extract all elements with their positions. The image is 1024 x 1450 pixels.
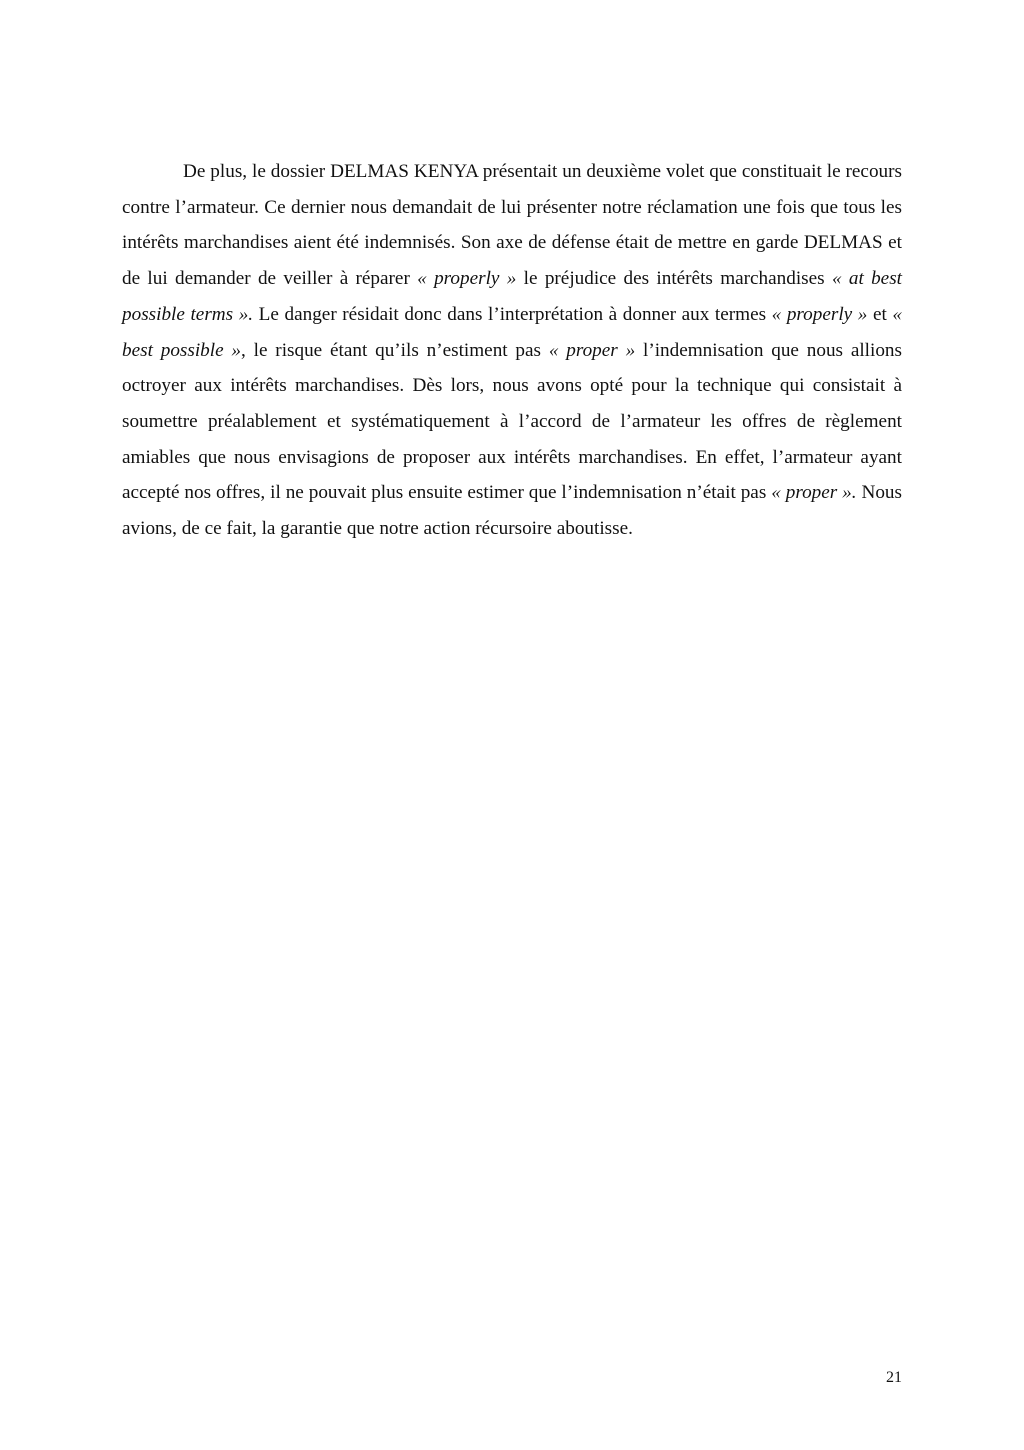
italic-run: « properly » [771, 303, 868, 325]
text-run: , le risque étant qu’ils n’estiment pas [241, 339, 549, 361]
text-run: l’indemnisation que nous allions octroyer aux intérêts marchandises. Dès lors, nous avons opté pour la technique qui consistait à soumettre préalablement et systématiquement à l’accord de l’armateur les offres de règlement amiables que nous envisagions de proposer aux intérêts marchandises. En effet, l’armateur ayant accepté nos offres, il ne pouvait plus ensuite estimer que l’indemnisation n’était pas [122, 339, 902, 504]
text-run: le préjudice des intérêts marchandises [516, 268, 832, 290]
italic-run: « properly » [417, 268, 517, 290]
body-paragraph [122, 154, 902, 547]
text-run: et [867, 303, 893, 325]
text-run: De plus, le dossier DELMAS KENYA présentait un deuxième volet que constituait le recours contre l’armateur. Ce dernier nous demandait de lui présenter notre réclamation une fois que tous les intérêts marchandises aient été indemnisés. Son axe de défense était de mettre en garde DELMAS et de lui demander de veiller à réparer [122, 161, 902, 290]
italic-run: « at best possible terms ». [122, 268, 902, 325]
page-number: 21 [886, 1369, 902, 1386]
italic-run: « best possible » [122, 303, 903, 361]
italic-run: « proper » [548, 339, 636, 361]
text-run: Nous avions, de ce fait, la garantie que notre action récursoire aboutisse. [122, 482, 902, 540]
italic-run: « proper ». [771, 482, 857, 504]
text-run: Le danger résidait donc dans l’interprétation à donner aux termes [253, 303, 772, 325]
